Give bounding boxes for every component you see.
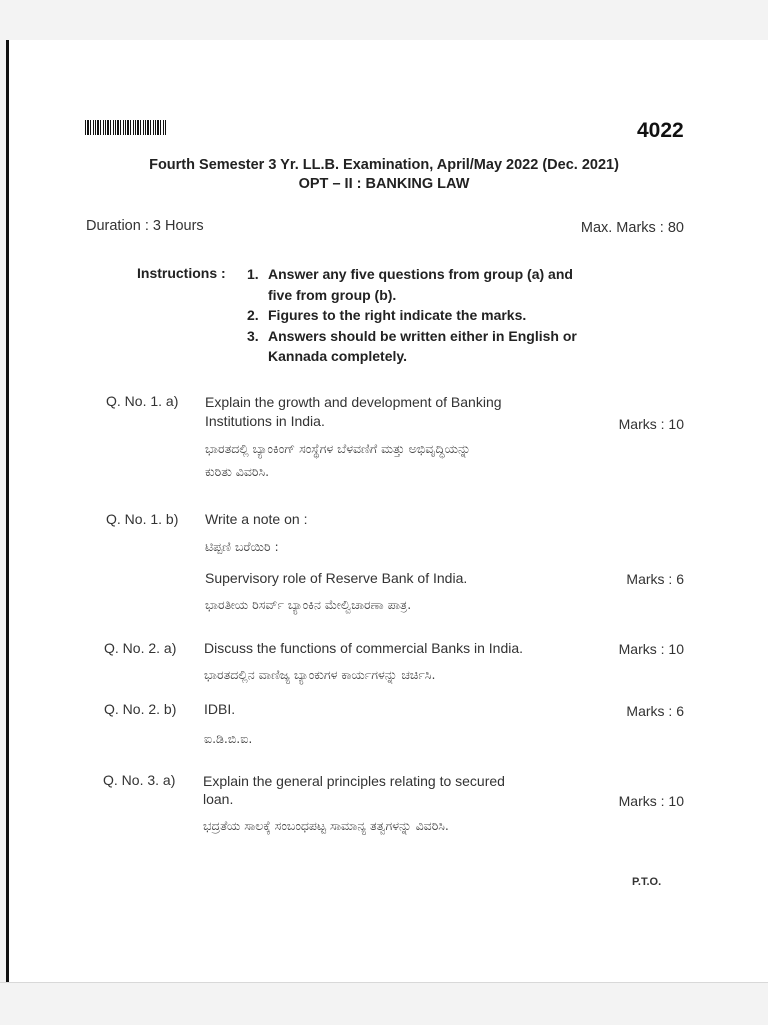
question-marks: Marks : 10: [618, 416, 684, 432]
question-text-line: Supervisory role of Reserve Bank of India.: [205, 570, 468, 586]
instruction-1-line2: five from group (b).: [268, 287, 397, 303]
question-marks: Marks : 10: [618, 641, 684, 657]
question-kannada-text: ಭದ್ರತೆಯ ಸಾಲಕ್ಕೆ ಸಂಬಂಧಪಟ್ಟ ಸಾಮಾನ್ಯ ತತ್ವಗಳನ್ನು ವಿವರಿಸಿ.: [203, 818, 449, 833]
instruction-3-num: 3.: [247, 328, 259, 344]
question-label: Q. No. 2. a): [104, 640, 177, 656]
question-marks: Marks : 6: [626, 703, 684, 719]
scan-bottom-margin: [0, 982, 768, 1025]
page-turn-note: P.T.O.: [632, 876, 662, 888]
paper-code: 4022: [637, 119, 684, 142]
instruction-1-line1: Answer any five questions from group (a) and: [268, 266, 573, 282]
question-marks: Marks : 10: [618, 793, 684, 809]
question-marks: Marks : 6: [626, 571, 684, 587]
question-text-line: Discuss the functions of commercial Banks in India.: [204, 640, 524, 656]
question-text-line: Explain the growth and development of Banking: [205, 394, 502, 410]
instructions-label: Instructions :: [137, 265, 226, 281]
question-kannada-text: ಕುರಿತು ವಿವರಿಸಿ.: [205, 464, 270, 479]
subject-title: OPT – II : BANKING LAW: [298, 176, 470, 192]
question-label: Q. No. 1. b): [106, 511, 179, 527]
instruction-1-num: 1.: [247, 266, 259, 282]
barcode: [85, 120, 167, 135]
question-text-line: Write a note on :: [205, 511, 308, 527]
duration: Duration : 3 Hours: [86, 218, 204, 234]
instruction-3-line2: Kannada completely.: [268, 348, 408, 364]
question-kannada-text: ಐ.ಡಿ.ಬಿ.ಐ.: [204, 731, 253, 746]
question-label: Q. No. 3. a): [103, 772, 176, 788]
question-kannada-text: ಭಾರತದಲ್ಲಿ ಬ್ಯಾಂಕಿಂಗ್ ಸಂಸ್ಥೆಗಳ ಬೆಳವಣಿಗೆ ಮತ್ತು ಅಭಿವೃದ್ಧಿಯನ್ನು: [205, 441, 471, 456]
question-label: Q. No. 1. a): [106, 393, 179, 409]
instruction-2-line1: Figures to the right indicate the marks.: [268, 307, 527, 323]
question-text-line: Institutions in India.: [205, 413, 325, 429]
instruction-2-num: 2.: [247, 307, 259, 323]
exam-title: Fourth Semester 3 Yr. LL.B. Examination, April/May 2022 (Dec. 2021): [149, 157, 619, 173]
question-kannada-text: ಭಾರತದಲ್ಲಿನ ವಾಣಿಜ್ಯ ಬ್ಯಾಂಕುಗಳ ಕಾರ್ಯಗಳನ್ನು ಚರ್ಚಿಸಿ.: [204, 667, 436, 682]
question-label: Q. No. 2. b): [104, 701, 177, 717]
max-marks: Max. Marks : 80: [580, 220, 684, 236]
question-kannada-text: ಭಾರತೀಯ ರಿಸರ್ವ್ ಬ್ಯಾಂಕಿನ ಮೇಲ್ವಿಚಾರಣಾ ಪಾತ್ರ.: [205, 597, 412, 612]
question-kannada-text: ಟಿಪ್ಪಣಿ ಬರೆಯಿರಿ :: [205, 539, 279, 554]
question-text-line: Explain the general principles relating to secured: [203, 773, 505, 789]
instruction-3-line1: Answers should be written either in English or: [268, 328, 577, 344]
question-text-line: IDBI.: [204, 701, 236, 717]
question-text-line: loan.: [203, 791, 234, 807]
